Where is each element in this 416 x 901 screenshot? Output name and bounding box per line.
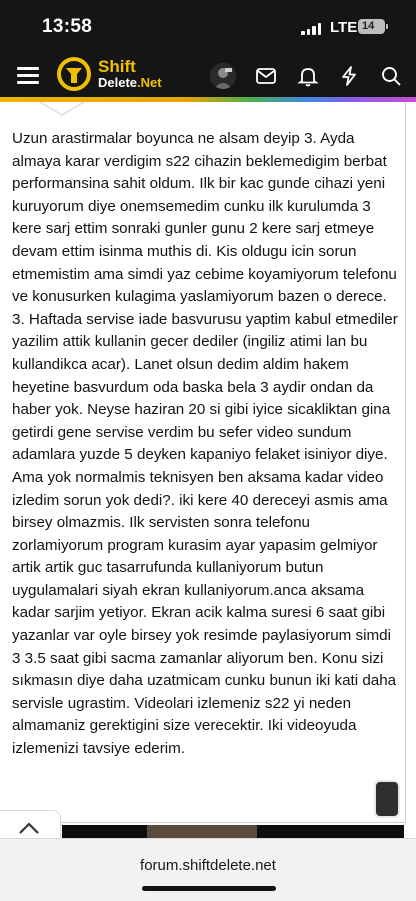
logo-text-shift: Shift: [98, 57, 136, 76]
site-logo[interactable]: [55, 54, 185, 96]
lightning-icon[interactable]: [338, 65, 360, 87]
logo-text-delete: Delete.Net: [98, 75, 162, 90]
mail-icon[interactable]: [255, 65, 277, 87]
browser-address-bar[interactable]: [0, 838, 416, 901]
network-type: LTE: [330, 19, 358, 36]
chevron-up-icon: [18, 821, 40, 835]
cellular-signal-icon: [301, 23, 323, 35]
scroll-handle[interactable]: [374, 780, 400, 818]
post-arrow-pointer: [40, 102, 84, 116]
battery-icon: [358, 19, 385, 34]
site-header: [0, 54, 416, 98]
bell-icon[interactable]: [297, 65, 319, 87]
video-thumbnail: [147, 825, 257, 839]
post-body: Uzun arastirmalar boyunca ne alsam deyip 3. Ayda almaya karar verdigim s22 cihazin beklemedigim berbat performansina sahit oldum. Ilk bir kac gunde cihazi yeni kuruyorum diye onemsemedim cunku ilk kurulumda 3 kere sarj ettim sonraki gunler gunu 2 kere sarj etmeye devam ettim isinma muthis di. Kis oldugu icin sorun etmemistim ama simdi yaz cebime koyamiyorum telefonu ve konusurken kulagima yaslamiyorum bazen o derece. 3. Haftada servise iade basvurusu yaptim kabul etmediler yazilim attik kullanin gecer dediler (ingiliz atimi lan bu kullandikca acar). Lanet olsun dedim aldim hakem heyetine basvurdum oda baska bela 3 aydir ondan da haber yok. Neyse haziran 20 si gibi iyice sicakliktan gina getirdi gene servise verdim bu sefer video sundum adamlara yuzde 5 deyken kapaniyo felaket isiniyor diye. Ama yok normalmis teknisyen ben aksama kadar video izledim sorun yok dedi?. iki kere 40 dereceyi asmis ama birsey olmazmis. Ilk servisten sonra telefonu zorlamiyorum program kurasim ayar yapasim gelmiyor artik artik guc tasarrufunda kullaniyorum butun uygulamalari siyah ekran kullaniyorum.anca aksama kadar sarjim yetiyor. Ekran acik kalma suresi 6 saat gibi yazanlar var oyle birsey yok resimde paylasiyorum simdi 3 3.5 saat gibi sacma zamanlar aliyorum ben. Konu sizi sıkmasın diye daha uzatmicam cunku bunun iki kati daha servisle ugrastim. Videolari izlemeniz s22 yi neden almamaniz gerektigini size verecektir. Iki videoyuda izlemenizi tavsiye ederim.: [12, 130, 398, 758]
home-indicator[interactable]: [142, 886, 276, 891]
avatar[interactable]: [210, 63, 236, 89]
menu-icon[interactable]: [17, 66, 39, 84]
status-time: 13:58: [42, 16, 93, 37]
search-icon[interactable]: [380, 65, 402, 87]
status-bar: [0, 0, 416, 54]
video-embed-preview[interactable]: [62, 825, 404, 839]
logo-mark-icon: [57, 57, 91, 91]
battery-level: 14: [362, 20, 375, 32]
url-text[interactable]: forum.shiftdelete.net: [140, 857, 276, 874]
